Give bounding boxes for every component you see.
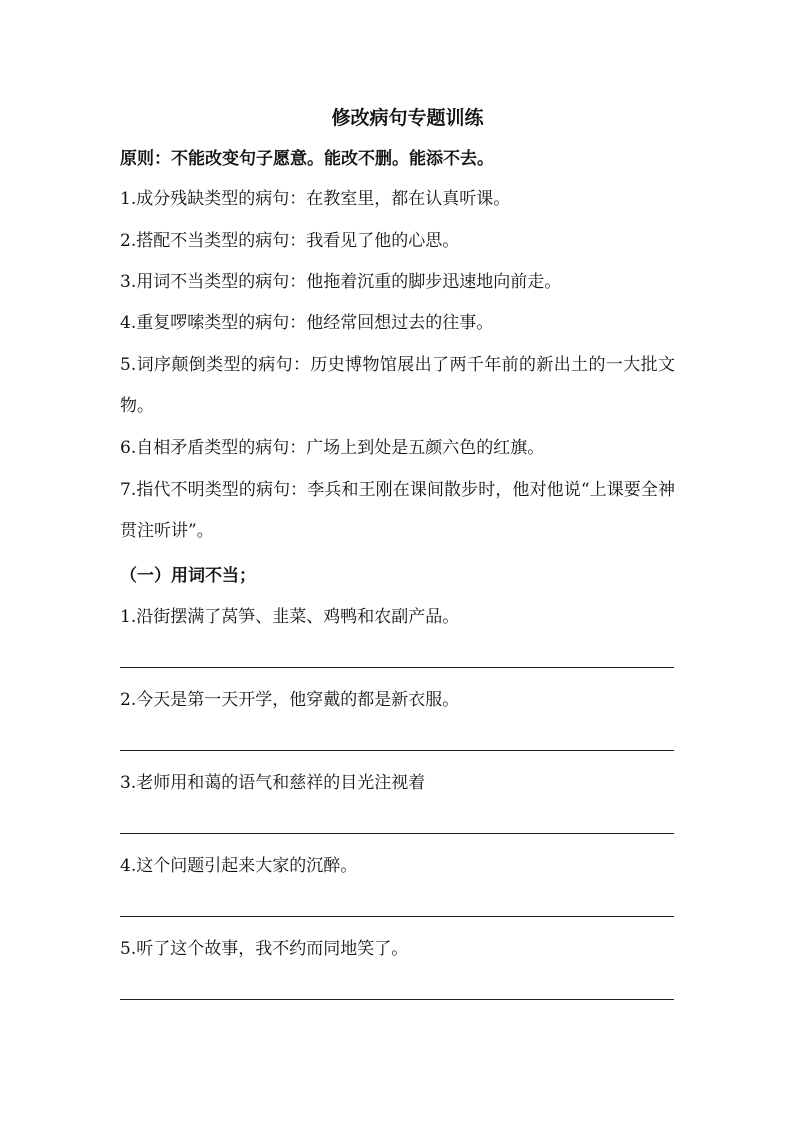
exercise-item: 2.今天是第一天开学，他穿戴的都是新衣服。	[120, 690, 460, 710]
section-heading: （一）用词不当；	[120, 566, 256, 586]
exercise-item: 4.这个问题引起来大家的沉醉。	[120, 856, 358, 876]
exercise-item: 3.老师用和蔼的语气和慈祥的目光注视着	[120, 773, 426, 793]
principle-text: 原则：不能改变句子愿意。能改不删。能添不去。	[120, 149, 494, 169]
page-title: 修改病句专题训练	[331, 107, 484, 129]
rule-item: 3.用词不当类型的病句：他拖着沉重的脚步迅速地向前走。	[120, 272, 562, 292]
answer-line[interactable]	[120, 916, 674, 917]
answer-line[interactable]	[120, 750, 674, 751]
worksheet-page	[120, 0, 675, 1122]
exercise-item: 5.听了这个故事，我不约而同地笑了。	[120, 939, 409, 959]
rule-item: 6.自相矛盾类型的病句：广场上到处是五颜六色的红旗。	[120, 438, 545, 458]
rule-item: 4.重复啰嗦类型的病句：他经常回想过去的往事。	[120, 313, 494, 333]
rule-item: 5.词序颠倒类型的病句：历史博物馆展出了两千年前的新出土的一大批文物。	[120, 355, 675, 416]
answer-line[interactable]	[120, 833, 674, 834]
rule-item: 2.搭配不当类型的病句：我看见了他的心思。	[120, 231, 460, 251]
rule-item: 7.指代不明类型的病句：李兵和王刚在课间散步时，他对他说“上课要全神贯注听讲”。	[120, 480, 675, 541]
rule-item: 1.成分残缺类型的病句：在教室里，都在认真听课。	[120, 189, 511, 209]
answer-line[interactable]	[120, 999, 674, 1000]
answer-line[interactable]	[120, 667, 674, 668]
exercise-item: 1.沿街摆满了莴笋、韭菜、鸡鸭和农副产品。	[120, 607, 460, 627]
